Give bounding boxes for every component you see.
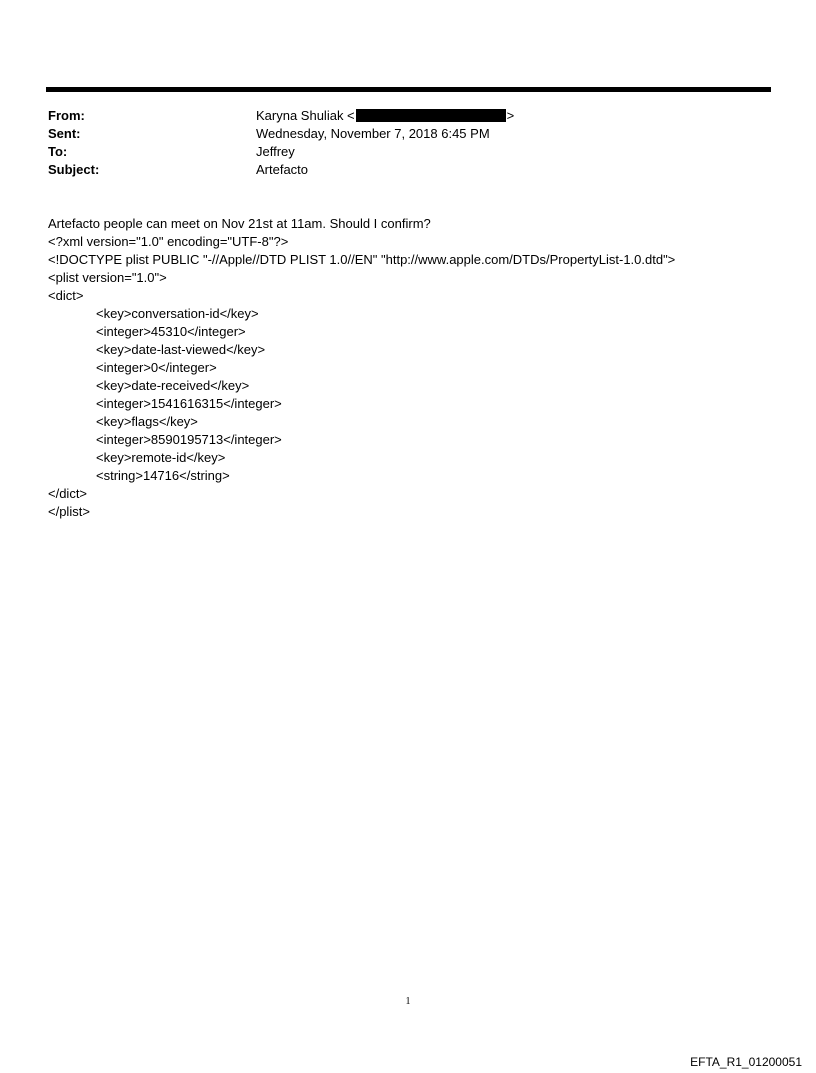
body-line: <integer>8590195713</integer>	[96, 432, 282, 447]
body-line: <dict>	[48, 288, 84, 303]
body-line: <key>date-last-viewed</key>	[96, 342, 266, 357]
body-line: <?xml version="1.0" encoding="UTF-8"?>	[48, 234, 289, 249]
body-line: <key>flags</key>	[96, 414, 198, 429]
body-line: <integer>1541616315</integer>	[96, 396, 282, 411]
to-label: To:	[48, 144, 68, 159]
body-line: Artefacto people can meet on Nov 21st at 11am. Should I confirm?	[48, 216, 431, 231]
bates-number: EFTA_R1_01200051	[690, 1055, 802, 1069]
sender-name: Karyna Shuliak <	[256, 108, 355, 123]
body-line: <string>14716</string>	[96, 468, 230, 483]
to-row	[48, 143, 748, 161]
body-line: <!DOCTYPE plist PUBLIC "-//Apple//DTD PLIST 1.0//EN" "http://www.apple.com/DTDs/PropertyList-1.0.dtd">	[48, 252, 676, 267]
redaction-box	[356, 109, 506, 122]
body-line: <key>remote-id</key>	[96, 450, 226, 465]
sent-label: Sent:	[48, 126, 81, 141]
sent-value: Wednesday, November 7, 2018 6:45 PM	[256, 126, 490, 141]
body-line: <plist version="1.0">	[48, 270, 167, 285]
subject-value: Artefacto	[256, 162, 309, 177]
from-row	[48, 107, 748, 125]
email-header	[48, 107, 748, 179]
body-line: <key>conversation-id</key>	[96, 306, 259, 321]
header-divider	[46, 87, 771, 92]
body-line: </dict>	[48, 486, 88, 501]
sent-row	[48, 125, 748, 143]
subject-row	[48, 161, 748, 179]
sender-close: >	[506, 108, 515, 123]
body-line: <integer>45310</integer>	[96, 324, 246, 339]
body-line: <integer>0</integer>	[96, 360, 217, 375]
from-value	[256, 107, 748, 125]
body-line: <key>date-received</key>	[96, 378, 250, 393]
body-line: </plist>	[48, 504, 90, 519]
email-body	[48, 215, 788, 521]
subject-label: Subject:	[48, 162, 100, 177]
to-value: Jeffrey	[256, 144, 295, 159]
page-number: 1	[405, 996, 411, 1007]
from-label: From:	[48, 108, 85, 123]
